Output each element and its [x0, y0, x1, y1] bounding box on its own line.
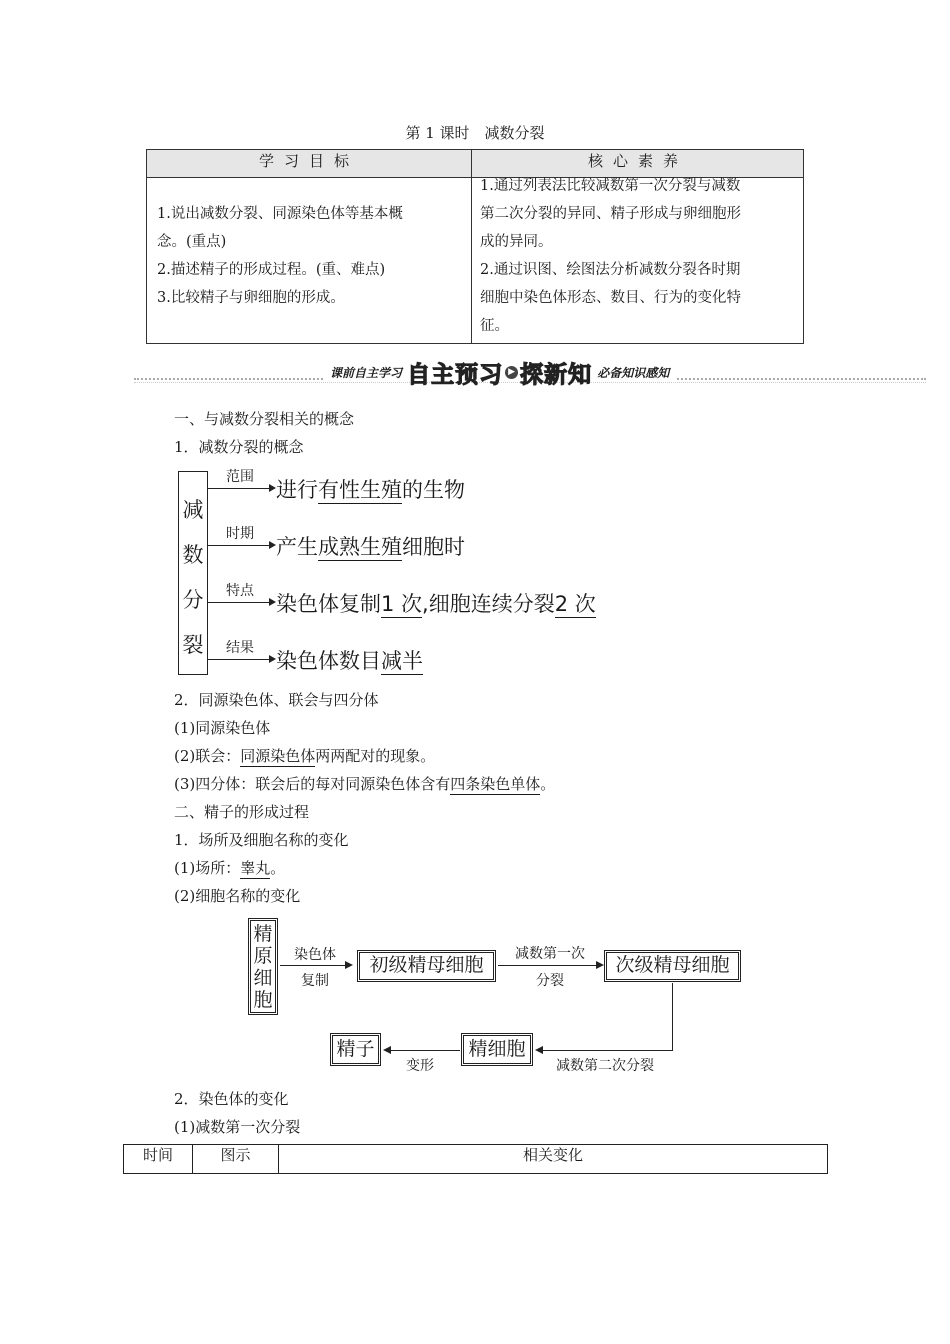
arrow-right-icon — [596, 961, 604, 969]
banner-right-label: 必备知识感知 — [597, 366, 670, 380]
flow-arrow-line — [498, 965, 596, 966]
item-text: (2)联会： — [174, 747, 241, 765]
concept-arrow-line — [208, 659, 270, 660]
section1-item3 — [174, 773, 555, 794]
concept-label: 时期 — [226, 526, 254, 542]
concept-arrow-line — [208, 602, 270, 603]
concept-text: 的生物 — [402, 478, 465, 502]
section1-item1: (1)同源染色体 — [174, 719, 271, 737]
flow-cell-label: 初级精母细胞 — [369, 954, 484, 976]
stage-table-header: 图示 — [220, 1146, 251, 1164]
flow-arrow1-top: 染色体 — [294, 947, 336, 963]
arrow-head-icon — [269, 598, 276, 606]
core-literacy-line: 1.通过列表法比较减数第一次分裂与减数 — [480, 178, 741, 194]
section2-names-label: (2)细胞名称的变化 — [174, 887, 301, 905]
flow-arrow4-label: 变形 — [406, 1058, 434, 1074]
stage-table — [123, 1144, 828, 1174]
concept-text: 染色体数目 — [276, 649, 381, 673]
section2-sub2-item: (1)减数第一次分裂 — [174, 1118, 301, 1136]
flow-char: 原 — [253, 945, 273, 967]
banner-content — [324, 356, 675, 388]
core-literacy-header: 核心素养 — [587, 152, 688, 170]
learning-goal-line: 念。(重点) — [157, 234, 227, 250]
concept-row — [276, 531, 465, 561]
section2-place — [174, 857, 285, 878]
stage-table-header: 时间 — [142, 1146, 173, 1164]
concept-label: 范围 — [226, 469, 254, 485]
cell-spermatid-box — [461, 1033, 533, 1066]
lesson-title: 第 1 课时 减数分裂 — [405, 124, 545, 142]
learning-goal-line: 2.描述精子的形成过程。(重、难点) — [157, 262, 386, 278]
flow-arrow2-bottom: 分裂 — [536, 973, 564, 989]
cell-spermatogonium-box — [248, 918, 278, 1015]
concept-box — [178, 471, 208, 675]
banner-left-label: 课前自主学习 — [330, 366, 403, 380]
flow-char: 精 — [253, 923, 273, 945]
concept-label: 结果 — [226, 640, 254, 656]
flow-cell-label: 精子 — [336, 1038, 375, 1060]
objectives-table-header — [147, 150, 803, 178]
table-divider — [471, 150, 472, 343]
banner-title-2: 探新知 — [520, 362, 593, 388]
flow-arrow-line — [390, 1050, 460, 1051]
flow-arrow2-top: 减数第一次 — [515, 946, 585, 962]
section2-heading: 二、精子的形成过程 — [174, 803, 310, 821]
section2-sub2: 2．染色体的变化 — [174, 1090, 289, 1108]
flow-arrow3-label: 减数第二次分裂 — [556, 1058, 654, 1074]
item-text: (1)场所： — [174, 859, 241, 877]
concept-char: 分 — [182, 588, 204, 612]
arrow-left-icon — [383, 1046, 391, 1054]
concept-arrow-line — [208, 488, 270, 489]
flow-char: 胞 — [253, 989, 273, 1011]
concept-answer: 成熟生殖 — [318, 535, 402, 559]
section1-sub1: 1．减数分裂的概念 — [174, 438, 304, 456]
cell-sperm-box — [330, 1033, 381, 1066]
concept-text: 产生 — [276, 535, 318, 559]
flow-connector-line — [672, 983, 673, 1050]
arrow-right-icon — [345, 961, 353, 969]
concept-char: 数 — [182, 543, 204, 567]
arrow-head-icon — [269, 655, 276, 663]
item-text: 。 — [270, 859, 286, 877]
concept-text: 染色体复制 — [276, 592, 381, 616]
concept-answer: 2 次 — [554, 592, 596, 616]
concept-text: ,细胞连续分裂 — [422, 592, 555, 616]
flow-cell-label: 精细胞 — [468, 1038, 526, 1060]
flow-cell-label: 次级精母细胞 — [615, 954, 730, 976]
objectives-table — [146, 149, 804, 344]
concept-row — [276, 645, 423, 675]
learning-goals-header: 学习目标 — [258, 152, 359, 170]
cell-primary-spermatocyte-box — [357, 950, 496, 982]
item-text: 。 — [540, 775, 556, 793]
concept-answer: 1 次 — [381, 592, 423, 616]
item-text: 两两配对的现象。 — [315, 747, 436, 765]
concept-char: 减 — [182, 498, 204, 522]
section1-heading: 一、与减数分裂相关的概念 — [174, 410, 355, 428]
section1-sub2: 2．同源染色体、联会与四分体 — [174, 691, 379, 709]
flow-char: 细 — [253, 967, 273, 989]
concept-answer: 减半 — [381, 649, 423, 673]
concept-row — [276, 588, 596, 618]
item-text: (3)四分体：联会后的每对同源染色体含有 — [174, 775, 451, 793]
core-literacy-line: 2.通过识图、绘图法分析减数分裂各时期 — [480, 262, 741, 278]
item-answer: 睾丸 — [240, 859, 271, 877]
flow-arrow1-bottom: 复制 — [301, 973, 329, 989]
section2-sub1: 1．场所及细胞名称的变化 — [174, 831, 349, 849]
core-literacy-line: 第二次分裂的异同、精子形成与卵细胞形 — [480, 206, 741, 222]
learning-goal-line: 1.说出减数分裂、同源染色体等基本概 — [157, 206, 403, 222]
item-answer: 同源染色体 — [240, 747, 316, 765]
learning-goal-line: 3.比较精子与卵细胞的形成。 — [157, 290, 345, 306]
core-literacy-line: 成的异同。 — [480, 234, 553, 250]
flow-connector-line — [542, 1050, 673, 1051]
core-literacy-line: 征。 — [480, 318, 509, 334]
cell-secondary-spermatocyte-box — [604, 950, 741, 982]
concept-answer: 有性生殖 — [318, 478, 402, 502]
item-answer: 四条染色单体 — [450, 775, 541, 793]
core-literacy-line: 细胞中染色体形态、数目、行为的变化特 — [480, 290, 741, 306]
flow-arrow-line — [280, 965, 346, 966]
banner-title-1: 自主预习 — [407, 362, 504, 388]
stage-table-header: 相关变化 — [522, 1146, 583, 1164]
concept-row — [276, 474, 465, 504]
arrow-left-icon — [535, 1046, 543, 1054]
section-banner — [134, 356, 926, 386]
concept-text: 细胞时 — [402, 535, 465, 559]
arrow-head-icon — [269, 484, 276, 492]
concept-label: 特点 — [226, 583, 254, 599]
arrow-head-icon — [269, 541, 276, 549]
concept-char: 裂 — [182, 633, 204, 657]
concept-text: 进行 — [276, 478, 318, 502]
concept-arrow-line — [208, 545, 270, 546]
section1-item2 — [174, 745, 435, 766]
arrow-circle-icon: ▶ — [505, 366, 518, 379]
